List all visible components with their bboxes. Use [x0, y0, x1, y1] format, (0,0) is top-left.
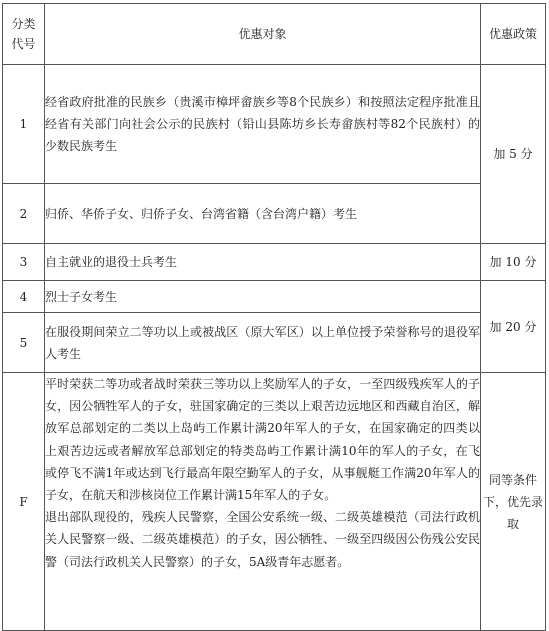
row-target: 烈士子女考生 [45, 281, 481, 313]
table-row [3, 281, 546, 313]
policy-table [2, 3, 546, 631]
header-category-line2: 代号 [11, 37, 36, 51]
policy-cell: 同等条件下，优先录取 [481, 373, 546, 631]
row-target: 在服役期间荣立二等功以上或被战区（原大军区）以上单位授予荣誉称号的退役军人考生 [45, 313, 481, 373]
row-code: F [3, 373, 45, 631]
row-code: 1 [3, 65, 45, 184]
row-code: 3 [3, 244, 45, 281]
policy-cell: 加 10 分 [481, 244, 546, 281]
header-category-line1: 分类 [11, 17, 36, 31]
row-code: 2 [3, 184, 45, 244]
policy-cell: 加 5 分 [481, 65, 546, 244]
table-row [3, 65, 546, 184]
row-code: 5 [3, 313, 45, 373]
row-target: 归侨、华侨子女、归侨子女、台湾省籍（含台湾户籍）考生 [45, 184, 481, 244]
header-target: 优惠对象 [45, 4, 481, 65]
header-category [3, 4, 45, 65]
table-row [3, 184, 546, 244]
row-target: 经省政府批准的民族乡（贵溪市樟坪畲族乡等8个民族乡）和按照法定程序批准且经省有关部门向社会公示的民族村（铅山县陈坊乡长寿畲族村等82个民族村）的少数民族考生 [45, 65, 481, 184]
table-row [3, 313, 546, 373]
table-row [3, 373, 546, 631]
row-target-paragraph: 平时荣获二等功或者战时荣获三等功以上奖励军人的子女，一至四级残疾军人的子女，因公牺牲军人的子女，驻国家确定的三类以上艰苦边远地区和西藏自治区，解放军总部划定的二类以上岛屿工作累计满20年军人的子女，在国家确定的四类以上艰苦边远或者解放军总部划定的特类岛屿工作累计满10年的军人的子女，在飞或停飞不满1年或达到飞行最高年限空勤军人的子女，从事舰艇工作满20年军人的子女，在航天和涉核岗位工作累计满15年军人的子女。 [45, 377, 480, 503]
policy-cell: 加 20 分 [481, 281, 546, 373]
row-target: 自主就业的退役士兵考生 [45, 244, 481, 281]
row-target-paragraph: 退出部队现役的，残疾人民警察，全国公安系统一级、二级英雄模范（司法行政机关人民警察一级、二级英雄模范）的子女，因公牺牲、一级至四级因公伤残公安民警（司法行政机关人民警察）的子女，5A级青年志愿者。 [45, 510, 480, 569]
header-row [3, 4, 546, 65]
row-target [45, 373, 481, 631]
header-policy: 优惠政策 [481, 4, 546, 65]
table-row [3, 244, 546, 281]
row-code: 4 [3, 281, 45, 313]
